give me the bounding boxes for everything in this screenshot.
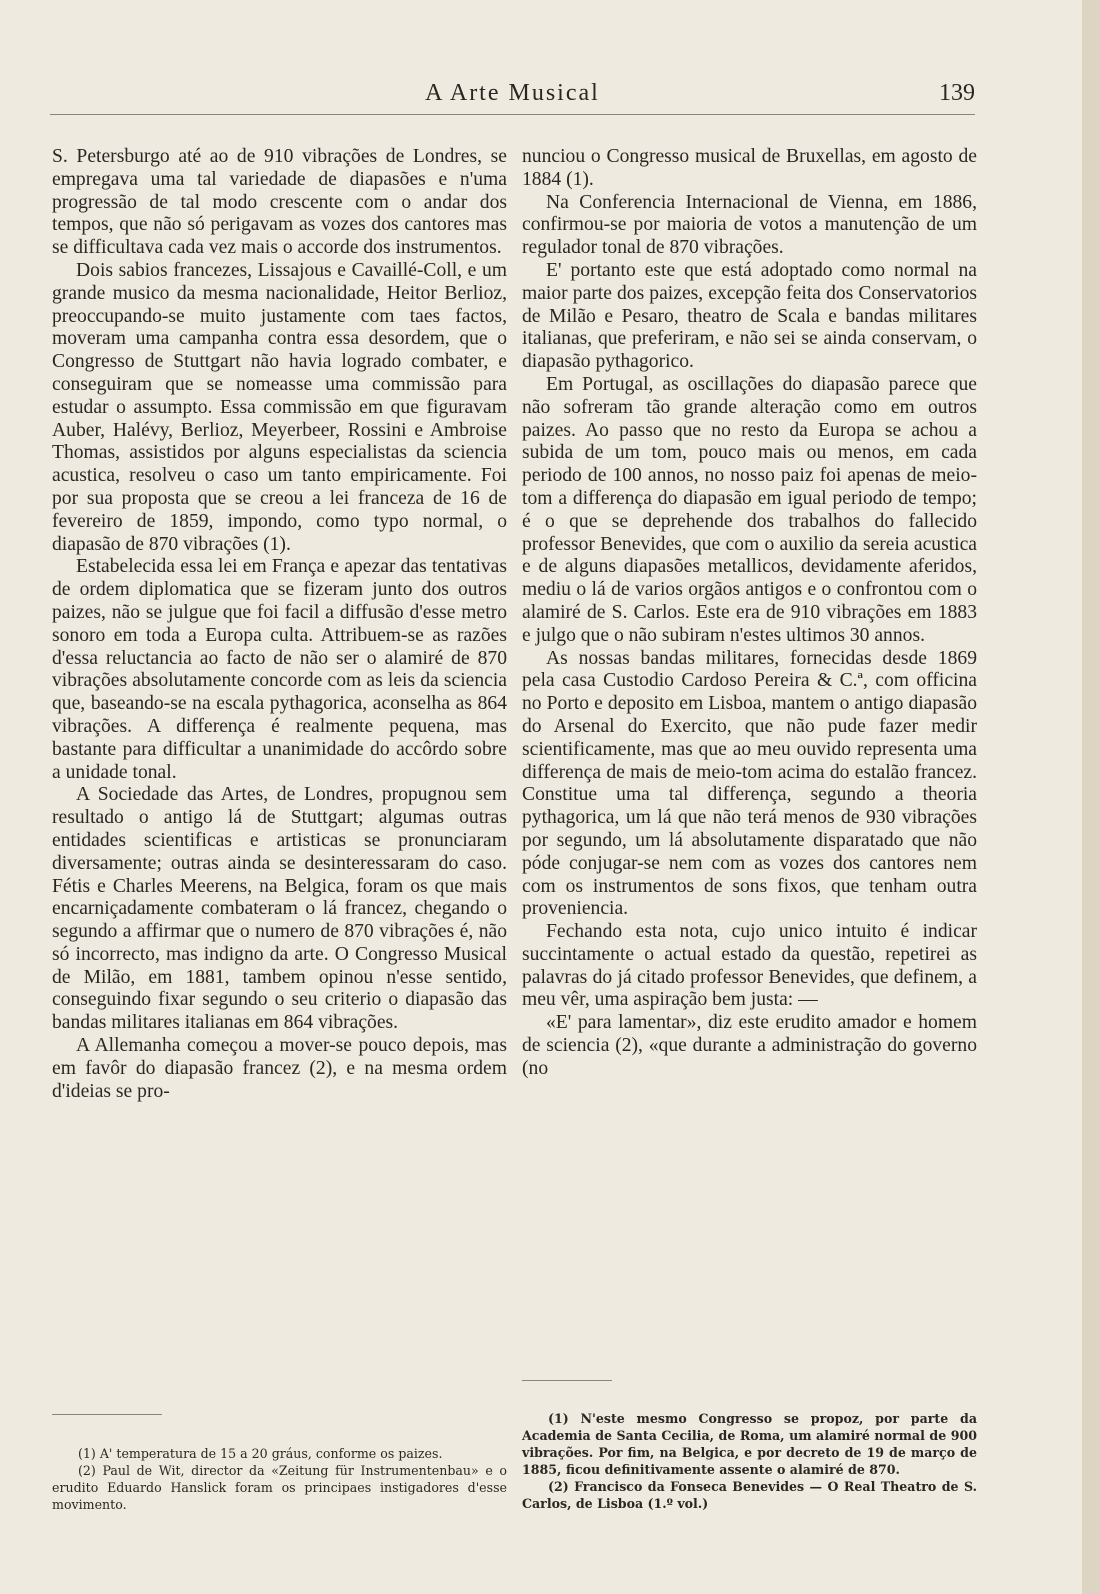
paragraph: A Allemanha começou a mover-se pouco depois, mas em favôr do diapasão francez (2), e na mesma ordem d'ideias se pro-: [52, 1035, 507, 1102]
footnote-rule-left: [52, 1414, 162, 1415]
paragraph: S. Petersburgo até ao de 910 vibrações de Londres, se empregava uma tal variedade de diapasões e n'uma progressão de tal modo crescente com o andar dos tempos, que não só perigavam as vozes dos cantores mas se difficultava cada vez mais o accorde dos instrumentos.: [52, 146, 507, 259]
page-edge: [1082, 0, 1100, 1594]
footnotes-right: [522, 1410, 977, 1512]
footnote: (1) A' temperatura de 15 a 20 gráus, conforme os paizes.: [78, 1446, 443, 1461]
paragraph: Na Conferencia Internacional de Vienna, em 1886, confirmou-se por maioria de votos a manutenção de um regulador tonal de 870 vibrações.: [522, 191, 977, 259]
paragraph: Estabelecida essa lei em França e apezar das tentativas de ordem diplomatica que se fizeram junto dos outros paizes, não se julgue que foi facil a diffusão d'esse metro sonoro em toda a Europa culta. Attribuem-se as razões d'essa reluctancia ao facto de não ser o alamiré de 870 vibrações absolutamente concorde com as leis da sciencia que, baseando-se na escala pythagorica, aconselha as 864 vibrações. A differença é realmente pequena, mas bastante para difficultar a unanimidade do accôrdo sobre a unidade tonal.: [52, 556, 507, 783]
paragraph: Dois sabios francezes, Lissajous e Cavaillé-Coll, e um grande musico da mesma nacionalidade, Heitor Berlioz, preoccupando-se muito justamente com taes factos, moveram uma campanha contra essa desordem, que o Congresso de Stuttgart não havia logrado combater, e conseguiram que se nomeasse uma commissão para estudar o assumpto. Essa commissão em que figuravam Auber, Halévy, Berlioz, Meyerbeer, Rossini e Ambroise Thomas, assistidos por alguns especialistas da sciencia acustica, resolveu o caso um tanto empiricamente. Foi por sua proposta que se creou a lei franceza de 16 de fevereiro de 1859, impondo, como typo normal, o diapasão de 870 vibrações (1).: [52, 259, 507, 555]
left-column: [52, 146, 507, 1103]
footnote-rule-right: [522, 1380, 612, 1381]
paragraph: «E' para lamentar», diz este erudito amador e homem de sciencia (2), «que durante a administração do governo (no: [522, 1012, 977, 1079]
paragraph: nunciou o Congresso musical de Bruxellas, em agosto de 1884 (1).: [522, 146, 977, 190]
footnote: (1) N'este mesmo Congresso se propoz, por parte da Academia de Santa Cecilia, de Roma, um alamiré normal de 900 vibrações. Por fim, na Belgica, e por decreto de 19 de março de 1885, ficou definitivamente assente o alamiré de 870.: [522, 1411, 977, 1477]
right-column: [522, 146, 977, 1081]
paragraph: As nossas bandas militares, fornecidas desde 1869 pela casa Custodio Cardoso Pereira & C.ª, com officina no Porto e deposito em Lisboa, mantem o antigo diapasão do Arsenal do Exercito, que não pude fazer medir scientificamente, mas que ao meu ouvido representa uma differença de mais de meio-tom acima do estalão francez. Constitue uma tal differença, segundo a theoria pythagorica, um lá que não terá menos de 930 vibrações por segundo, um lá absolutamente disparatado que não póde conjugar-se nem com as vozes dos cantores nem com os instrumentos de sons fixos, que tenham outra proveniencia.: [522, 647, 977, 920]
paragraph: E' portanto este que está adoptado como normal na maior parte dos paizes, excepção feita dos Conservatorios de Milão e Pesaro, theatro de Scala e bandas militares italianas, que preferiram, e não sei se ainda conservam, o diapasão pythagorico.: [522, 259, 977, 373]
journal-title: A Arte Musical: [425, 80, 600, 106]
footnote: (2) Francisco da Fonseca Benevides — O Real Theatro de S. Carlos, de Lisboa (1.º vol.): [522, 1479, 977, 1511]
footnotes-left: [52, 1445, 507, 1513]
footnote: (2) Paul de Wit, director da «Zeitung für Instrumentenbau» e o erudito Eduardo Hanslick foram os principaes instigadores d'esse movimento.: [52, 1463, 507, 1512]
paragraph: Em Portugal, as oscillações do diapasão parece que não sofreram tão grande alteração como em outros paizes. Ao passo que no resto da Europa se achou a subida de um tom, pouco mais ou menos, em cada periodo de 100 annos, no nosso paiz foi apenas de meio-tom a differença do diapasão em igual periodo de tempo; é o que se deprehende dos trabalhos do fallecido professor Benevides, que com o auxilio da sereia acustica e de alguns diapasões metallicos, devidamente aferidos, mediu o lá de varios orgãos antigos e o confrontou com o alamiré de S. Carlos. Este era de 910 vibrações em 1883 e julgo que o não subiram n'estes ultimos 30 annos.: [522, 373, 977, 646]
running-header: [50, 74, 975, 115]
paragraph: Fechando esta nota, cujo unico intuito é indicar succintamente o actual estado da questão, repetirei as palavras do já citado professor Benevides, que definem, a meu vêr, uma aspiração bem justa: —: [522, 921, 977, 1011]
paragraph: A Sociedade das Artes, de Londres, propugnou sem resultado o antigo lá de Stuttgart; algumas outras entidades scientificas e artisticas se pronunciaram diversamente; outras ainda se desinteressaram do caso. Fétis e Charles Meerens, na Belgica, foram os que mais encarniçadamente combateram o lá francez, chegando o segundo a affirmar que o numero de 870 vibrações é, não só incorrecto, mas indigno da arte. O Congresso Musical de Milão, em 1881, tambem opinou n'esse sentido, conseguindo fixar segundo o seu criterio o diapasão das bandas militares italianas em 864 vibrações.: [52, 784, 507, 1034]
page-number: 139: [939, 80, 975, 106]
